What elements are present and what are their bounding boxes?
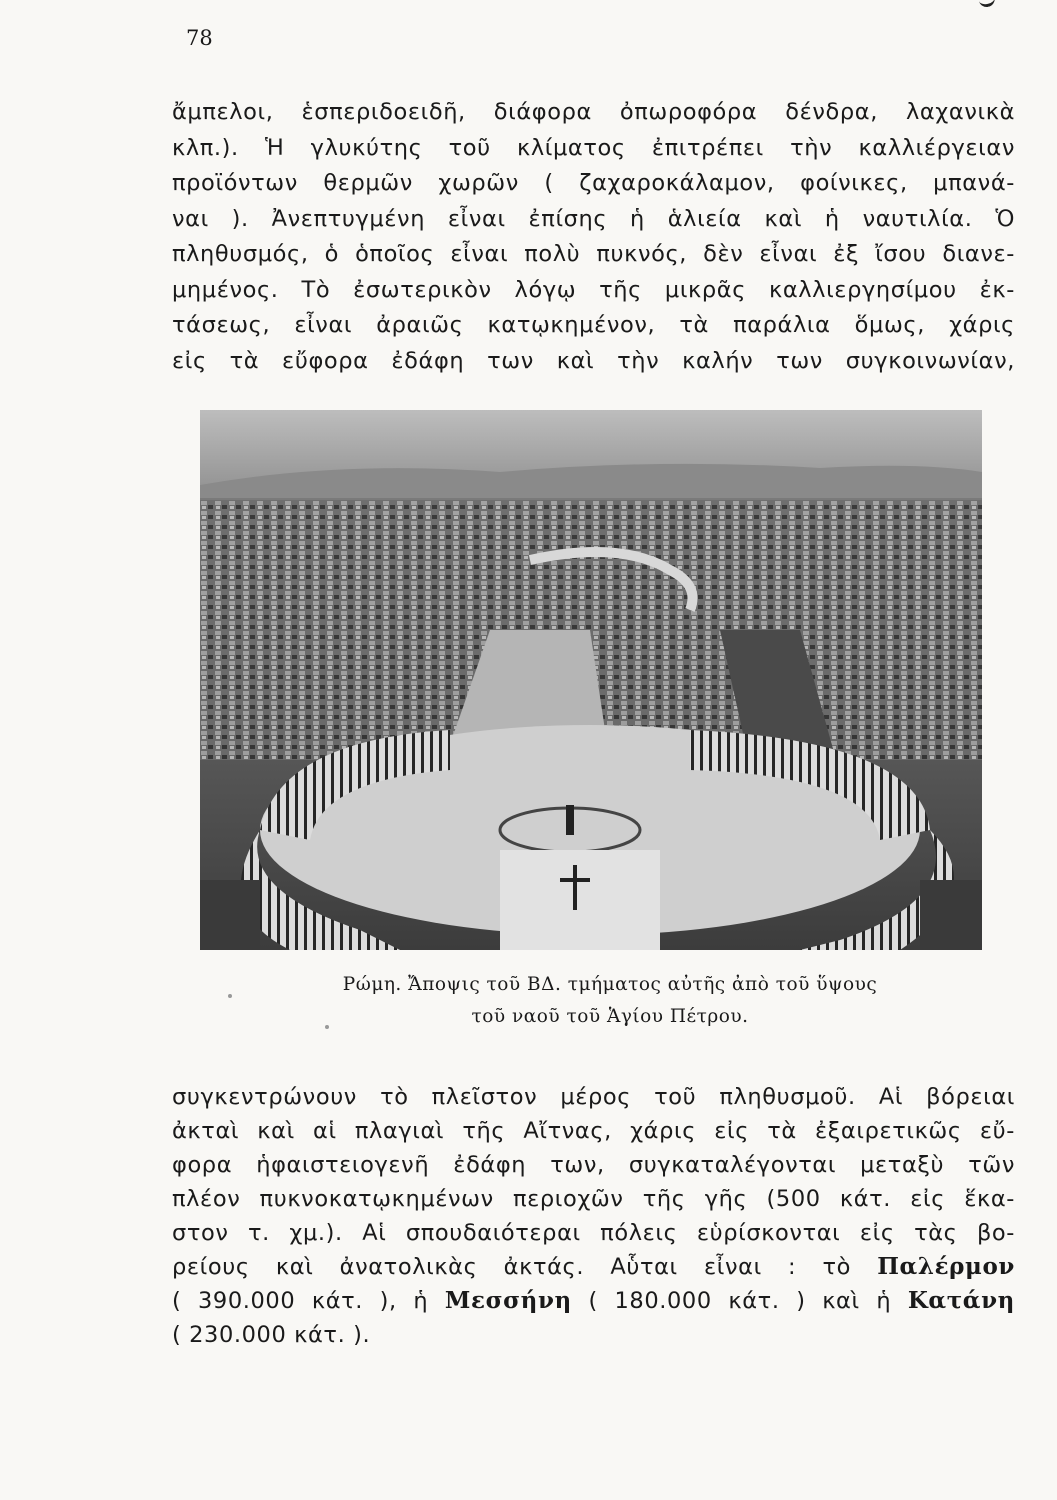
text-line: ναι ). Ἀνεπτυγμένη εἶναι ἐπίσης ἡ ἁλιεία καὶ ἡ ναυτιλία. Ὁ	[172, 205, 1015, 232]
city-name-messina: Μεσσήνη	[444, 1287, 572, 1314]
rome-photograph	[200, 410, 982, 950]
scan-speck	[228, 994, 232, 998]
text-line-with-city	[172, 1250, 1015, 1284]
city-name-palermo: Παλέρμον	[877, 1253, 1015, 1280]
text-line: ἄμπελοι, ἑσπεριδοειδῆ, διάφορα ὀπωροφόρα δένδρα, λαχανικὰ	[172, 99, 1015, 125]
text-line: πληθυσμός, ὁ ὁποῖος εἶναι πολὺ πυκνός, δὲν εἶναι ἐξ ἴσου διανε-	[172, 241, 1015, 267]
paragraph-top	[172, 95, 1015, 379]
rome-aerial-view-illustration	[200, 410, 982, 950]
text-line: στον τ. χμ.). Αἱ σπουδαιότεραι πόλεις εὑρίσκονται εἰς τὰς βο-	[172, 1220, 1015, 1246]
paragraph-bottom	[172, 1080, 1015, 1352]
text-line: κλπ.). Ἡ γλυκύτης τοῦ κλίματος ἐπιτρέπει τὴν καλλιέργειαν	[172, 134, 1015, 161]
corner-scan-mark	[978, 0, 996, 9]
text-line: ( 230.000 κάτ. ).	[172, 1322, 371, 1348]
text-segment: ( 390.000 κάτ. ), ἡ	[172, 1288, 429, 1314]
text-segment: ( 180.000 κάτ. ) καὶ ἡ	[588, 1288, 892, 1314]
text-line: μημένος. Τὸ ἐσωτερικὸν λόγῳ τῆς μικρᾶς καλλιεργησίμου ἐκ-	[172, 276, 1015, 303]
photo-caption-line-1: Ρώμη. Ἄποψις τοῦ ΒΔ. τμήματος αὐτῆς ἀπὸ τοῦ ὕψους	[342, 974, 878, 995]
text-line: ἀκταὶ καὶ αἱ πλαγιαὶ τῆς Αἴτνας, χάρις εἰς τὰ ἐξαιρετικῶς εὔ-	[172, 1118, 1015, 1144]
text-line: εἰς τὰ εὔφορα ἐδάφη των καὶ τὴν καλήν των συγκοινωνίαν,	[172, 347, 1015, 374]
text-line: τάσεως, εἶναι ἀραιῶς κατῳκημένον, τὰ παράλια ὅμως, χάρις	[172, 312, 1015, 338]
page-number: 78	[186, 26, 213, 50]
text-line: συγκεντρώνουν τὸ πλεῖστον μέρος τοῦ πληθυσμοῦ. Αἱ βόρειαι	[172, 1084, 1015, 1110]
scan-speck	[325, 1025, 329, 1029]
photo-caption-line-2: τοῦ ναοῦ τοῦ Ἁγίου Πέτρου.	[471, 1006, 749, 1027]
text-line: πλέον πυκνοκατῳκημένων περιοχῶν τῆς γῆς (500 κάτ. εἰς ἕκα-	[172, 1186, 1015, 1212]
text-segment: ρείους καὶ ἀνατολικὰς ἀκτάς. Αὗται εἶναι : τὸ	[172, 1254, 851, 1280]
text-line: προϊόντων θερμῶν χωρῶν ( ζαχαροκάλαμον, φοίνικες, μπανά-	[172, 170, 1015, 196]
text-line-with-cities	[172, 1284, 1015, 1318]
text-line: φορα ἡφαιστειογενῆ ἐδάφη των, συγκαταλέγονται μεταξὺ τῶν	[172, 1152, 1015, 1178]
city-name-catania: Κατάνη	[907, 1287, 1015, 1314]
